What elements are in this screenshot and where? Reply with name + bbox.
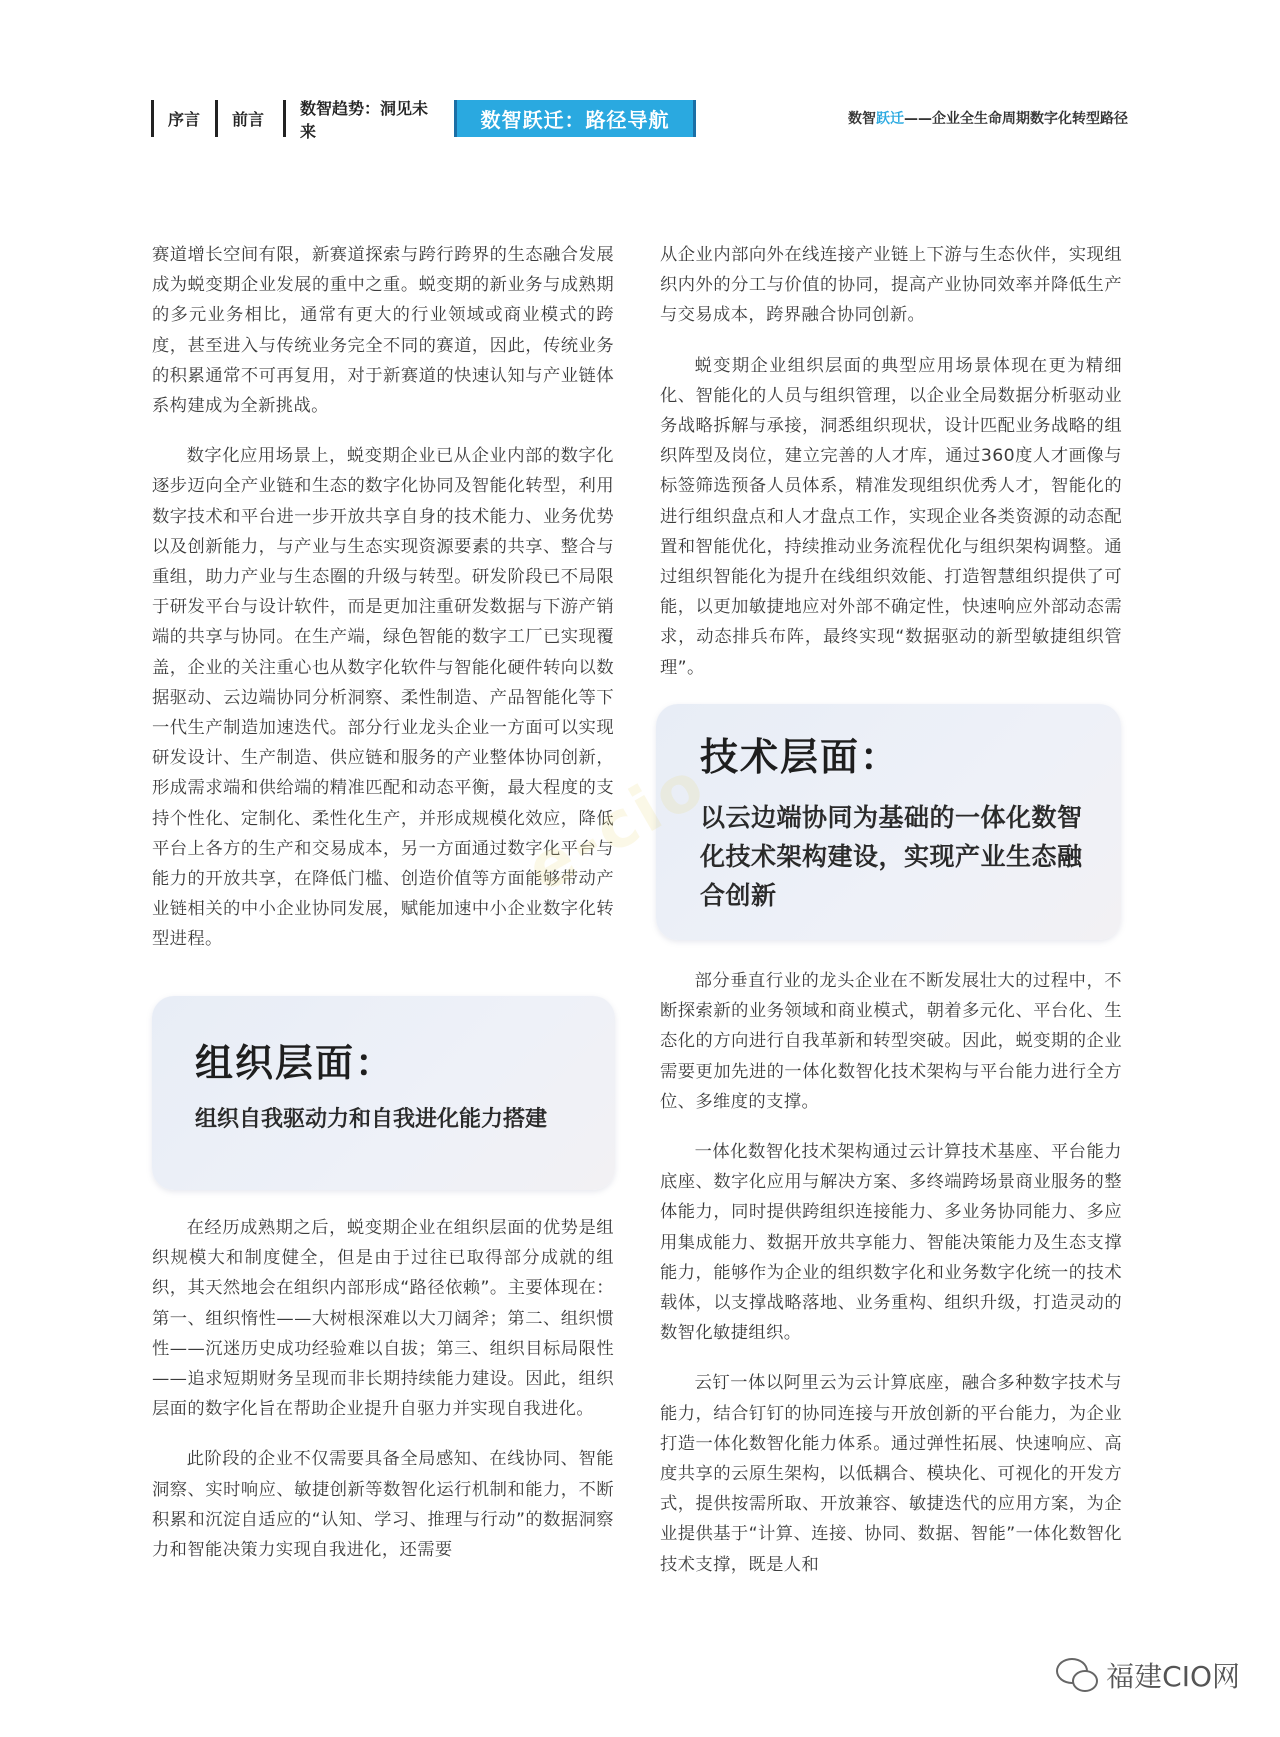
nav-tab-active-path[interactable]: 数智跃迁：路径导航 <box>454 100 696 137</box>
callout-organization <box>152 996 615 1190</box>
nav-tab-trends[interactable]: 数智趋势：洞见未来 <box>283 100 454 137</box>
left-paragraph-4: 此阶段的企业不仅需要具备全局感知、在线协同、智能洞察、实时响应、敏捷创新等数智化运行机制和能力，不断积累和沉淀自适应的“认知、学习、推理与行动”的数据洞察力和智能决策力实现自我进化，还需要 <box>152 1449 614 1561</box>
right-paragraph-2: 蜕变期企业组织层面的典型应用场景体现在更为精细化、智能化的人员与组织管理，以企业全局数据分析驱动业务战略拆解与承接，洞悉组织现状，设计匹配业务战略的组织阵型及岗位，建立完善的人才库，通过360度人才画像与标签筛选预备人员体系，精准发现组织优秀人才，智能化的进行组织盘点和人才盘点工作，实现企业各类资源的动态配置和智能优化，持续推动业务流程优化与组织架构调整。通过组织智能化为提升在线组织效能、打造智慧组织提供了可能，以更加敏捷地应对外部不确定性，快速响应外部动态需求，动态排兵布阵，最终实现“数据驱动的新型敏捷组织管理”。 <box>660 355 1122 678</box>
right-paragraph-4: 一体化数智化技术架构通过云计算技术基座、平台能力底座、数字化应用与解决方案、多终端跨场景商业服务的整体能力，同时提供跨组织连接能力、多业务协同能力、多应用集成能力、数据开放共享能力、智能决策能力及生态支撑能力，能够作为企业的组织数字化和业务数字化统一的技术载体，以支撑战略落地、业务重构、组织升级，打造灵动的数智化敏捷组织。 <box>660 1142 1122 1344</box>
callout-technology <box>656 704 1121 940</box>
nav-tab-foreword[interactable]: 前言 <box>215 100 283 137</box>
footer-source <box>1056 1655 1240 1695</box>
left-paragraph-1: 赛道增长空间有限，新赛道探索与跨行跨界的生态融合发展成为蜕变期企业发展的重中之重。蜕变期的新业务与成熟期的多元业务相比，通常有更大的行业领域或商业模式的跨度，甚至进入与传统业务完全不同的赛道，因此，传统业务的积累通常不可再复用，对于新赛道的快速认知与产业链体系构建成为全新挑战。 <box>152 245 614 417</box>
footer-source-label: 福建CIO网 <box>1106 1660 1240 1693</box>
running-head-suffix: ——企业全生命周期数字化转型路径 <box>904 111 1128 127</box>
left-paragraph-3: 在经历成熟期之后，蜕变期企业在组织层面的优势是组织规模大和制度健全，但是由于过往已取得部分成就的组织，其天然地会在组织内部形成“路径依赖”。主要体现在：第一、组织惰性——大树根深难以大刀阔斧；第二、组织惯性——沉迷历史成功经验难以自拔；第三、组织目标局限性——追求短期财务呈现而非长期持续能力建设。因此，组织层面的数字化旨在帮助企业提升自驱力并实现自我进化。 <box>152 1218 614 1420</box>
right-paragraph-5: 云钉一体以阿里云为云计算底座，融合多种数字技术与能力，结合钉钉的协同连接与开放创新的平台能力，为企业打造一体化数智化能力体系。通过弹性拓展、快速响应、高度共享的云原生架构，以低耦合、模块化、可视化的开发方式，提供按需所取、开放兼容、敏捷迭代的应用方案，为企业提供基于“计算、连接、协同、数据、智能”一体化数智化技术支撑，既是人和 <box>660 1373 1122 1575</box>
nav-tab-preface[interactable]: 序言 <box>151 100 215 137</box>
wechat-icon <box>1056 1658 1096 1692</box>
left-column-lower <box>152 1213 614 1585</box>
section-nav <box>151 98 696 141</box>
right-column-upper <box>660 240 1122 703</box>
callout-organization-subtitle: 组织自我驱动力和自我进化能力搭建 <box>195 1107 548 1132</box>
running-head <box>848 108 1128 128</box>
callout-technology-title: 技术层面： <box>700 735 901 779</box>
watermark: e-cio <box>514 746 720 908</box>
left-paragraph-2: 数字化应用场景上，蜕变期企业已从企业内部的数字化逐步迈向全产业链和生态的数字化协同及智能化转型，利用数字技术和平台进一步开放共享自身的技术能力、业务优势以及创新能力，与产业与生态实现资源要素的共享、整合与重组，助力产业与生态圈的升级与转型。研发阶段已不局限于研发平台与设计软件，而是更加注重研发数据与下游产销端的共享与协同。在生产端，绿色智能的数字工厂已实现覆盖，企业的关注重心也从数字化软件与智能化硬件转向以数据驱动、云边端协同分析洞察、柔性制造、产品智能化等下一代生产制造加速迭代。部分行业龙头企业一方面可以实现研发设计、生产制造、供应链和服务的产业整体协同创新，形成需求端和供给端的精准匹配和动态平衡，最大程度的支持个性化、定制化、柔性化生产，并形成规模化效应，降低平台上各方的生产和交易成本，另一方面通过数字化平台与能力的开放共享，在降低门槛、创造价值等方面能够带动产业链相关的中小企业协同发展，赋能加速中小企业数字化转型进程。 <box>152 446 614 950</box>
callout-organization-title: 组织层面： <box>195 1041 396 1085</box>
running-head-prefix: 数智 <box>848 111 876 127</box>
right-column-lower <box>660 966 1122 1600</box>
right-paragraph-3: 部分垂直行业的龙头企业在不断发展壮大的过程中，不断探索新的业务领域和商业模式，朝着多元化、平台化、生态化的方向进行自我革新和转型突破。因此，蜕变期的企业需要更加先进的一体化数智化技术架构与平台能力进行全方位、多维度的支撑。 <box>660 971 1122 1112</box>
right-paragraph-1: 从企业内部向外在线连接产业链上下游与生态伙伴，实现组织内外的分工与价值的协同，提高产业协同效率并降低生产与交易成本，跨界融合协同创新。 <box>660 245 1122 326</box>
callout-technology-subtitle: 以云边端协同为基础的一体化数智化技术架构建设，实现产业生态融合创新 <box>700 803 1083 910</box>
running-head-highlight: 跃迁 <box>876 111 904 127</box>
